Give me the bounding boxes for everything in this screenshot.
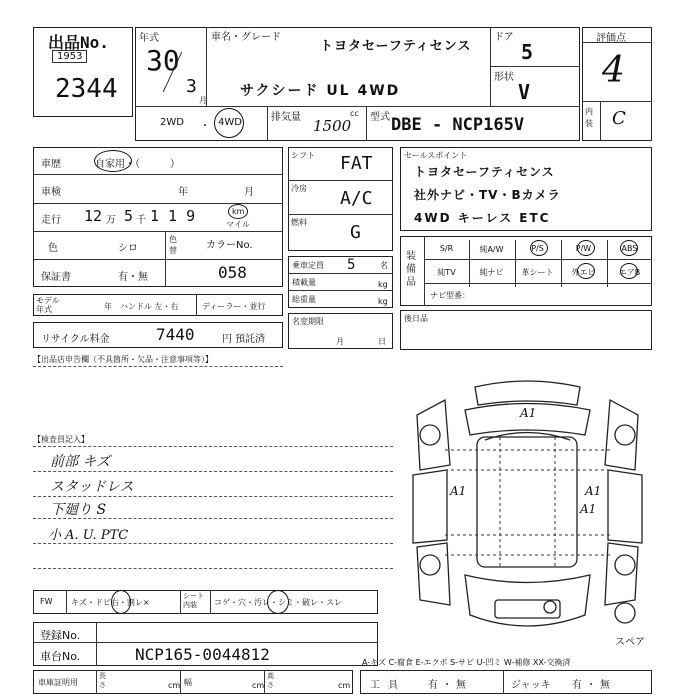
- ac-label: 冷房: [291, 184, 307, 193]
- chassis-value: NCP165-0044812: [135, 645, 270, 664]
- drive-sep: ・: [200, 121, 210, 132]
- model-year-label: モデル年式: [36, 296, 60, 314]
- damage-mark-left: A1: [450, 484, 467, 498]
- inspector-label: 【検査員記入】: [33, 435, 89, 444]
- sales-point-label: セールスポイント: [404, 151, 468, 160]
- history-label: 車歴: [41, 159, 61, 170]
- cert-unit-3: cm: [338, 681, 351, 690]
- inspection-month: 月: [244, 187, 254, 198]
- auction-code: 1953: [52, 50, 87, 63]
- drive-2wd: 2WD: [160, 117, 184, 128]
- mileage-label: 走行: [41, 215, 61, 226]
- color-label: 色: [48, 243, 58, 254]
- interior-value: C: [612, 108, 626, 129]
- recycle-unit: 円 預託済: [222, 334, 266, 345]
- capacity-unit: 名: [380, 261, 388, 270]
- color-code: 058: [218, 263, 247, 282]
- after-date-label: 後日品: [404, 314, 428, 323]
- equipment-item-r2-1: 純TV: [437, 268, 456, 277]
- tools-value: 有・無: [428, 680, 470, 691]
- sales-point-line-2: 社外ナビ・TV・Bカメラ: [414, 188, 561, 202]
- inspector-note-2: スタッドレス: [50, 479, 134, 495]
- gross-label: 総重量: [292, 295, 316, 304]
- displacement-value: 1500: [313, 117, 352, 135]
- mileage-km-circle: [228, 204, 248, 219]
- seat-circle: [267, 590, 289, 614]
- equipment-item-r1-4: P/W: [575, 244, 592, 253]
- equipment-divider: [469, 263, 470, 287]
- model-year-dealer: ディーラー・並行: [202, 302, 266, 311]
- cert-box: [33, 670, 353, 694]
- ps-circle: [530, 240, 548, 256]
- seat-value: コゲ・穴・汚レ・シミ・破レ・スレ: [214, 598, 342, 607]
- equipment-divider: [607, 263, 608, 287]
- score-value: 4: [602, 50, 625, 91]
- shape-value: V: [518, 80, 531, 104]
- equipment-item-r1-3: P/S: [531, 244, 544, 253]
- grade-name: サクシード UL 4WD: [240, 83, 401, 99]
- lot-label: 出品No.: [48, 33, 109, 52]
- interior-label: 内装: [585, 107, 593, 128]
- load-label: 積載量: [292, 278, 316, 287]
- mileage-v2: 5: [124, 207, 134, 225]
- capacity-label: 乗車定員: [292, 261, 324, 270]
- inspection-label: 車検: [41, 187, 61, 198]
- shift-label: シフト: [291, 151, 315, 160]
- damage-mark-rear: A1: [520, 406, 537, 420]
- lot-number: 2344: [55, 74, 118, 104]
- warranty-label: 保証書: [41, 272, 71, 283]
- inspector-note-4: 小 A. U. PTC: [48, 528, 129, 543]
- abs-circle: [620, 240, 638, 256]
- mileage-mile: マイル: [226, 220, 250, 229]
- inspector-note-3: 下廻り S: [50, 502, 107, 518]
- gross-unit: kg: [378, 297, 388, 306]
- fuel-value: G: [350, 222, 361, 243]
- shape-label: 形状: [494, 72, 514, 83]
- equipment-item-r2-3: 革シート: [521, 268, 554, 277]
- cert-unit-1: cm: [168, 681, 181, 690]
- sales-point-line-3: 4WD キーレス ETC: [414, 211, 551, 225]
- outside-mirror-circle: [577, 263, 595, 279]
- equipment-item-r2-4: 外エビ: [571, 268, 596, 277]
- equipment-divider: [515, 263, 516, 287]
- model-year-year: 年: [104, 302, 112, 311]
- mileage-v3: 1 1 9: [150, 207, 196, 225]
- seller-notes-label: 【出品店申告欄（不具箇所・欠品・注意事項等）】: [33, 355, 213, 364]
- color-value: シロ: [118, 243, 138, 254]
- equipment-divider: [561, 240, 562, 264]
- fw-value: キズ・ドビ右・割レ×: [71, 598, 150, 607]
- pw-circle: [577, 240, 595, 256]
- equipment-item-r1-5: ABS: [621, 244, 638, 253]
- damage-mark-side: A1: [580, 502, 597, 516]
- cert-width: 幅: [184, 678, 192, 687]
- cert-label: 車庫証明用: [38, 678, 78, 687]
- mileage-u2: 千: [136, 215, 146, 226]
- after-date-box: [400, 310, 652, 350]
- equipment-item-r2-5: エアB: [618, 268, 641, 277]
- seat-label: シート内装: [183, 592, 204, 609]
- door-value: 5: [521, 40, 534, 64]
- equipment-divider: [515, 240, 516, 264]
- registration-label: 登録No.: [40, 629, 81, 642]
- fw-label: FW: [40, 597, 53, 606]
- airbag-circle: [620, 263, 638, 279]
- equipment-item-r1-2: 純A/W: [479, 245, 504, 254]
- equipment-divider: [561, 263, 562, 287]
- mileage-v1: 12: [84, 207, 103, 225]
- recycle-label: リサイクル料金: [41, 334, 110, 345]
- history-circle: [94, 150, 132, 172]
- damage-mark-right: A1: [585, 484, 602, 498]
- inspector-note-1: 前部 キズ: [50, 454, 111, 470]
- displacement-unit: cc: [350, 109, 359, 118]
- score-label: 評価点: [596, 33, 626, 44]
- fuel-label: 燃料: [291, 218, 307, 227]
- year-month: 3: [186, 76, 197, 97]
- equipment-label: 装備品: [406, 251, 416, 288]
- shift-value: FAT: [340, 153, 373, 174]
- jack-value: 有・無: [572, 680, 614, 691]
- history-value: 自家用・（ ）: [95, 159, 180, 170]
- drive-4wd: 4WD: [218, 117, 242, 128]
- ac-value: A/C: [340, 188, 373, 209]
- navi-model-label: ナビ型番：: [430, 291, 470, 300]
- jack-label: ジャッキ: [511, 680, 551, 691]
- mileage-u1: 万: [106, 215, 116, 226]
- tools-label: 工具: [370, 680, 406, 691]
- door-label: ドア: [494, 32, 514, 43]
- type-label: 型式: [370, 112, 390, 123]
- drive-4wd-circle: [214, 108, 244, 138]
- name-label: 車名・グレード: [211, 32, 281, 43]
- inspection-year: 年: [178, 187, 188, 198]
- reg-change-day: 日: [378, 337, 386, 346]
- year-value: 30: [146, 44, 180, 77]
- displacement-label: 排気量: [271, 112, 301, 123]
- warranty-value: 有・無: [118, 272, 148, 283]
- load-unit: kg: [378, 280, 388, 289]
- cert-unit-2: cm: [252, 681, 265, 690]
- equipment-divider: [469, 240, 470, 264]
- year-label: 年式: [139, 33, 159, 44]
- model-name: トヨタセーフティセンス: [320, 39, 472, 54]
- reg-change-label: 名変期限: [292, 317, 324, 326]
- damage-legend: A-キズ C-腐食 E-エクボ S-サビ U-凹ミ W-補修 XX-交換済: [362, 658, 571, 667]
- cert-length: 長さ: [99, 672, 106, 689]
- color-code-label: カラーNo.: [206, 240, 253, 251]
- sales-point-line-1: トヨタセーフティセンス: [414, 165, 555, 179]
- mileage-km: km: [232, 207, 245, 216]
- color-repaint: 色替: [169, 235, 177, 255]
- capacity-value: 5: [347, 257, 356, 273]
- equipment-item-r2-2: 純ナビ: [479, 268, 504, 277]
- spare-label: スペア: [615, 637, 645, 648]
- type-value: DBE - NCP165V: [391, 115, 525, 135]
- car-damage-diagram: [405, 375, 650, 645]
- recycle-value: 7440: [156, 325, 195, 344]
- cert-height: 高さ: [267, 672, 274, 689]
- chassis-label: 車台No.: [40, 650, 81, 663]
- model-year-handle: ハンドル 左・右: [120, 302, 179, 311]
- fw-circle: [111, 590, 131, 614]
- equipment-divider: [607, 240, 608, 264]
- reg-change-month: 月: [336, 337, 344, 346]
- year-month-unit: 月: [199, 96, 207, 105]
- equipment-item-r1-1: S/R: [439, 244, 454, 253]
